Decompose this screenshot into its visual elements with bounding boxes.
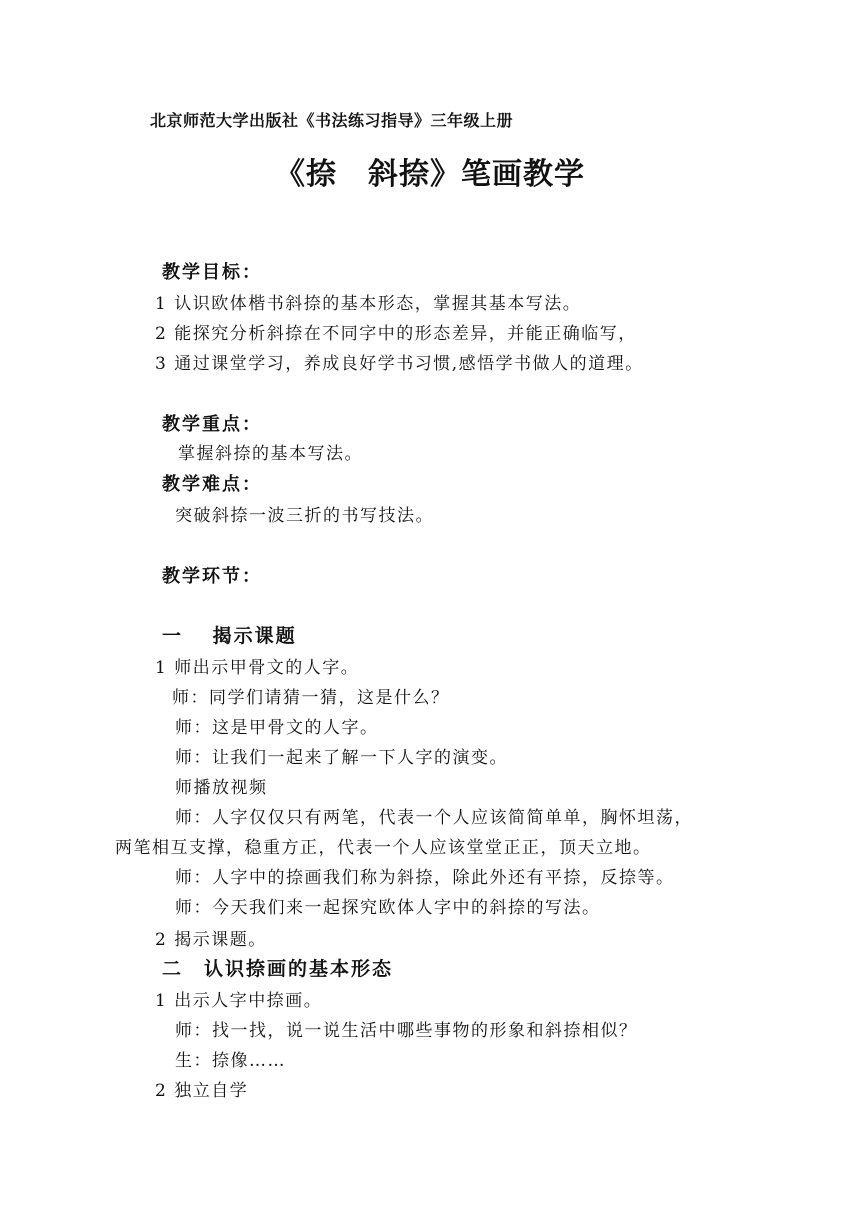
objective-item: 3 通过课堂学习，养成良好学书习惯,感悟学书做人的道理。 bbox=[155, 354, 644, 374]
difficulty-text: 突破斜捺一波三折的书写技法。 bbox=[175, 506, 434, 526]
section-one-title: 一 揭示课题 bbox=[162, 625, 297, 647]
section-one-line: 师：人字仅仅只有两笔，代表一个人应该简简单单，胸怀坦荡， bbox=[175, 808, 693, 828]
objective-item: 2 能探究分析斜捺在不同字中的形态差异，并能正确临写， bbox=[155, 324, 637, 344]
section-two-line: 生：捺像…… bbox=[175, 1051, 286, 1071]
difficulty-heading: 教学难点： bbox=[162, 474, 262, 495]
objectives-heading: 教学目标： bbox=[162, 262, 262, 283]
key-point-heading: 教学重点： bbox=[162, 414, 262, 435]
section-one-line: 师：这是甲骨文的人字。 bbox=[175, 718, 379, 738]
section-one-line: 师：人字中的捺画我们称为斜捺，除此外还有平捺，反捺等。 bbox=[175, 868, 675, 888]
section-two-title: 二 认识捺画的基本形态 bbox=[162, 958, 394, 980]
section-one-line: 师播放视频 bbox=[175, 778, 268, 798]
section-two-line: 师：找一找，说一说生活中哪些事物的形象和斜捺相似？ bbox=[175, 1021, 638, 1041]
section-two-line: 2 独立自学 bbox=[155, 1081, 249, 1101]
key-point-text: 掌握斜捺的基本写法。 bbox=[178, 444, 363, 464]
publisher-line: 北京师范大学出版社《书法练习指导》三年级上册 bbox=[150, 111, 514, 130]
section-one-line: 师：让我们一起来了解一下人字的演变。 bbox=[175, 748, 508, 768]
process-heading: 教学环节： bbox=[162, 566, 262, 587]
objective-item: 1 认识欧体楷书斜捺的基本形态，掌握其基本写法。 bbox=[155, 294, 582, 314]
section-one-line: 师：今天我们来一起探究欧体人字中的斜捺的写法。 bbox=[175, 898, 601, 918]
section-two-line: 1 出示人字中捺画。 bbox=[155, 991, 323, 1011]
section-one-line: 2 揭示课题。 bbox=[155, 930, 267, 950]
section-one-line: 两笔相互支撑，稳重方正，代表一个人应该堂堂正正，顶天立地。 bbox=[115, 838, 652, 858]
page-title: 《捺 斜捺》笔画教学 bbox=[275, 157, 585, 192]
section-one-line: 师：同学们请猜一猜，这是什么？ bbox=[172, 688, 450, 708]
section-one-line: 1 师出示甲骨文的人字。 bbox=[155, 658, 360, 678]
